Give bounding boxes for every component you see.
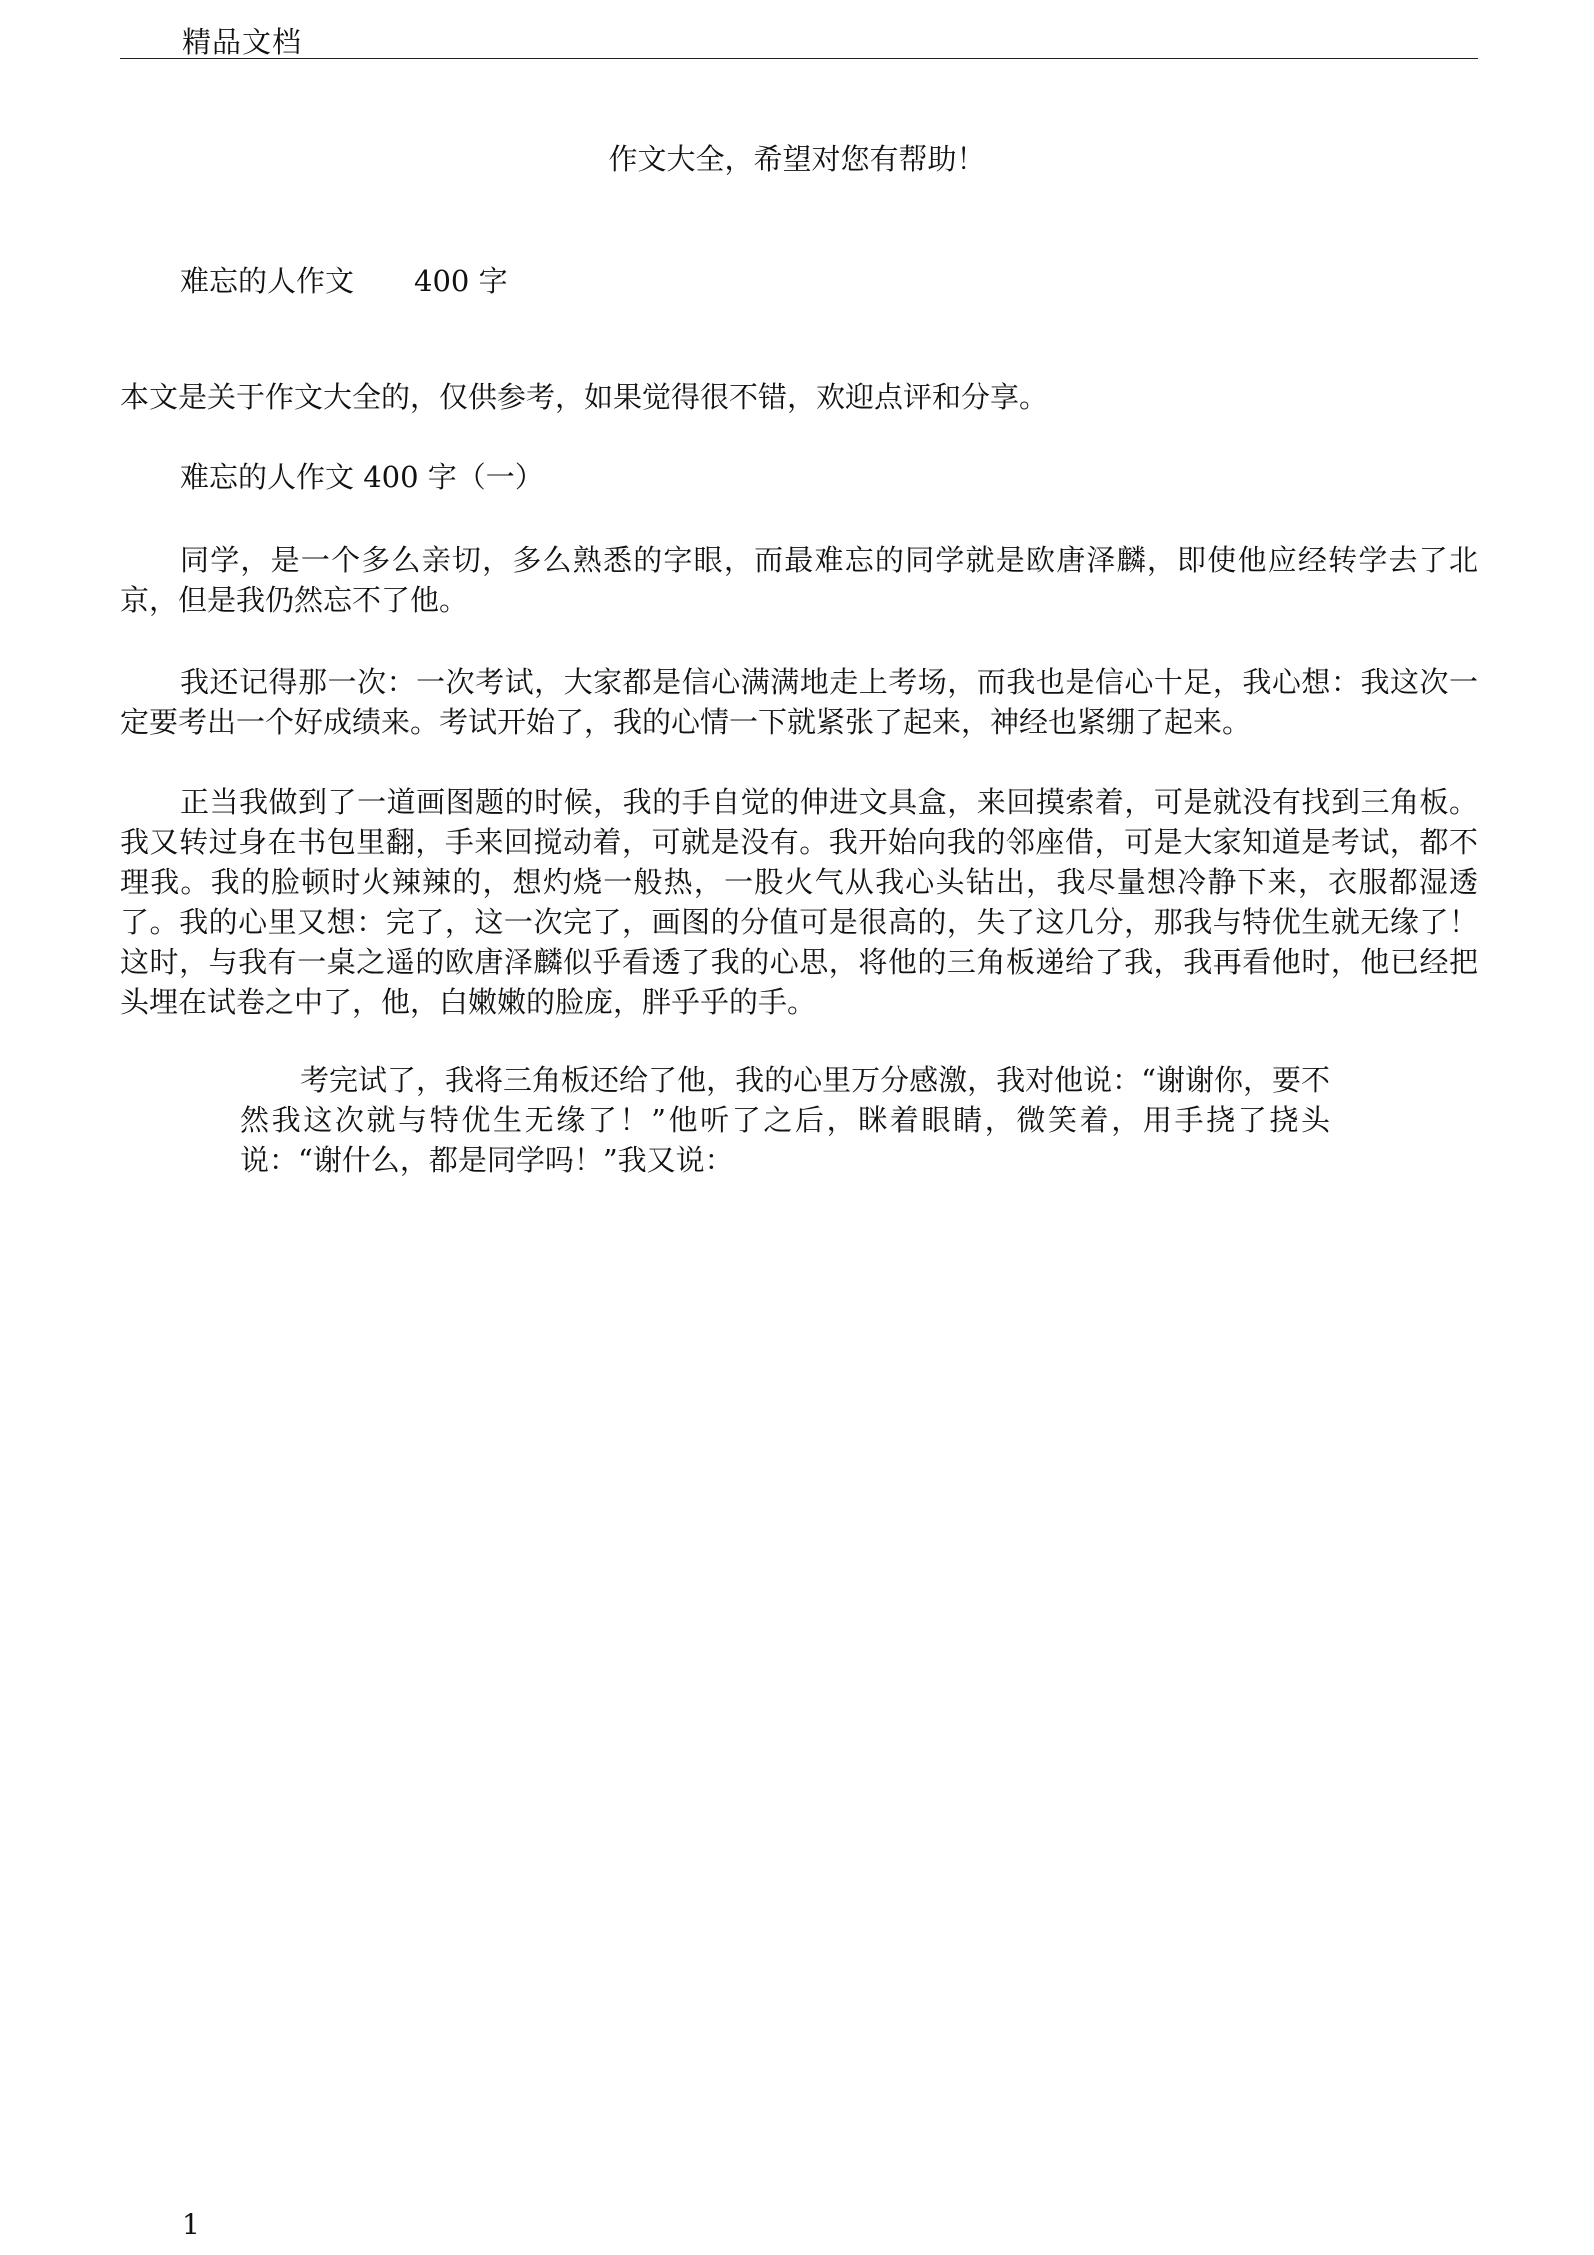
page-header: [120, 0, 1478, 59]
paragraph: 考完试了，我将三角板还给了他，我的心里万分感激，我对他说：“谢谢你，要不然我这次就与特优生无缘了！”他听了之后，眯着眼睛，微笑着，用手挠了挠头说：“谢什么，都是同学吗！”我又说：: [240, 1063, 1330, 1177]
paragraph: 同学，是一个多么亲切，多么熟悉的字眼，而最难忘的同学就是欧唐泽麟，即使他应经转学去了北京，但是我仍然忘不了他。: [120, 543, 1478, 617]
header-text: 精品文档: [182, 25, 303, 59]
section-heading: 难忘的人作文 400 字（一）: [180, 460, 544, 494]
document-subtitle: 作文大全，希望对您有帮助！: [608, 142, 986, 176]
paragraph: 我还记得那一次：一次考试，大家都是信心满满地走上考场，而我也是信心十足，我心想：我这次一定要考出一个好成绩来。考试开始了，我的心情一下就紧张了起来，神经也紧绷了起来。: [120, 665, 1478, 739]
title-text: 难忘的人作文: [180, 264, 355, 298]
paragraph: 正当我做到了一道画图题的时候，我的手自觉的伸进文具盒，来回摸索着，可是就没有找到三角板。我又转过身在书包里翻，手来回搅动着，可就是没有。我开始向我的邻座借，可是大家知道是考试，都不理我。我的脸顿时火辣辣的，想灼烧一般热，一股火气从我心头钻出，我尽量想冷静下来，衣服都湿透了。我的心里又想：完了，这一次完了，画图的分值可是很高的，失了这几分，那我与特优生就无缘了！这时，与我有一桌之遥的欧唐泽麟似乎看透了我的心思，将他的三角板递给了我，我再看他时，他已经把头埋在试卷之中了，他，白嫩嫩的脸庞，胖乎乎的手。: [120, 785, 1478, 1019]
page-number: 1: [182, 2208, 200, 2241]
title-word-count: 400 字: [414, 264, 508, 298]
intro-text: 本文是关于作文大全的，仅供参考，如果觉得很不错，欢迎点评和分享。: [120, 380, 1049, 414]
document-title: [180, 262, 508, 300]
